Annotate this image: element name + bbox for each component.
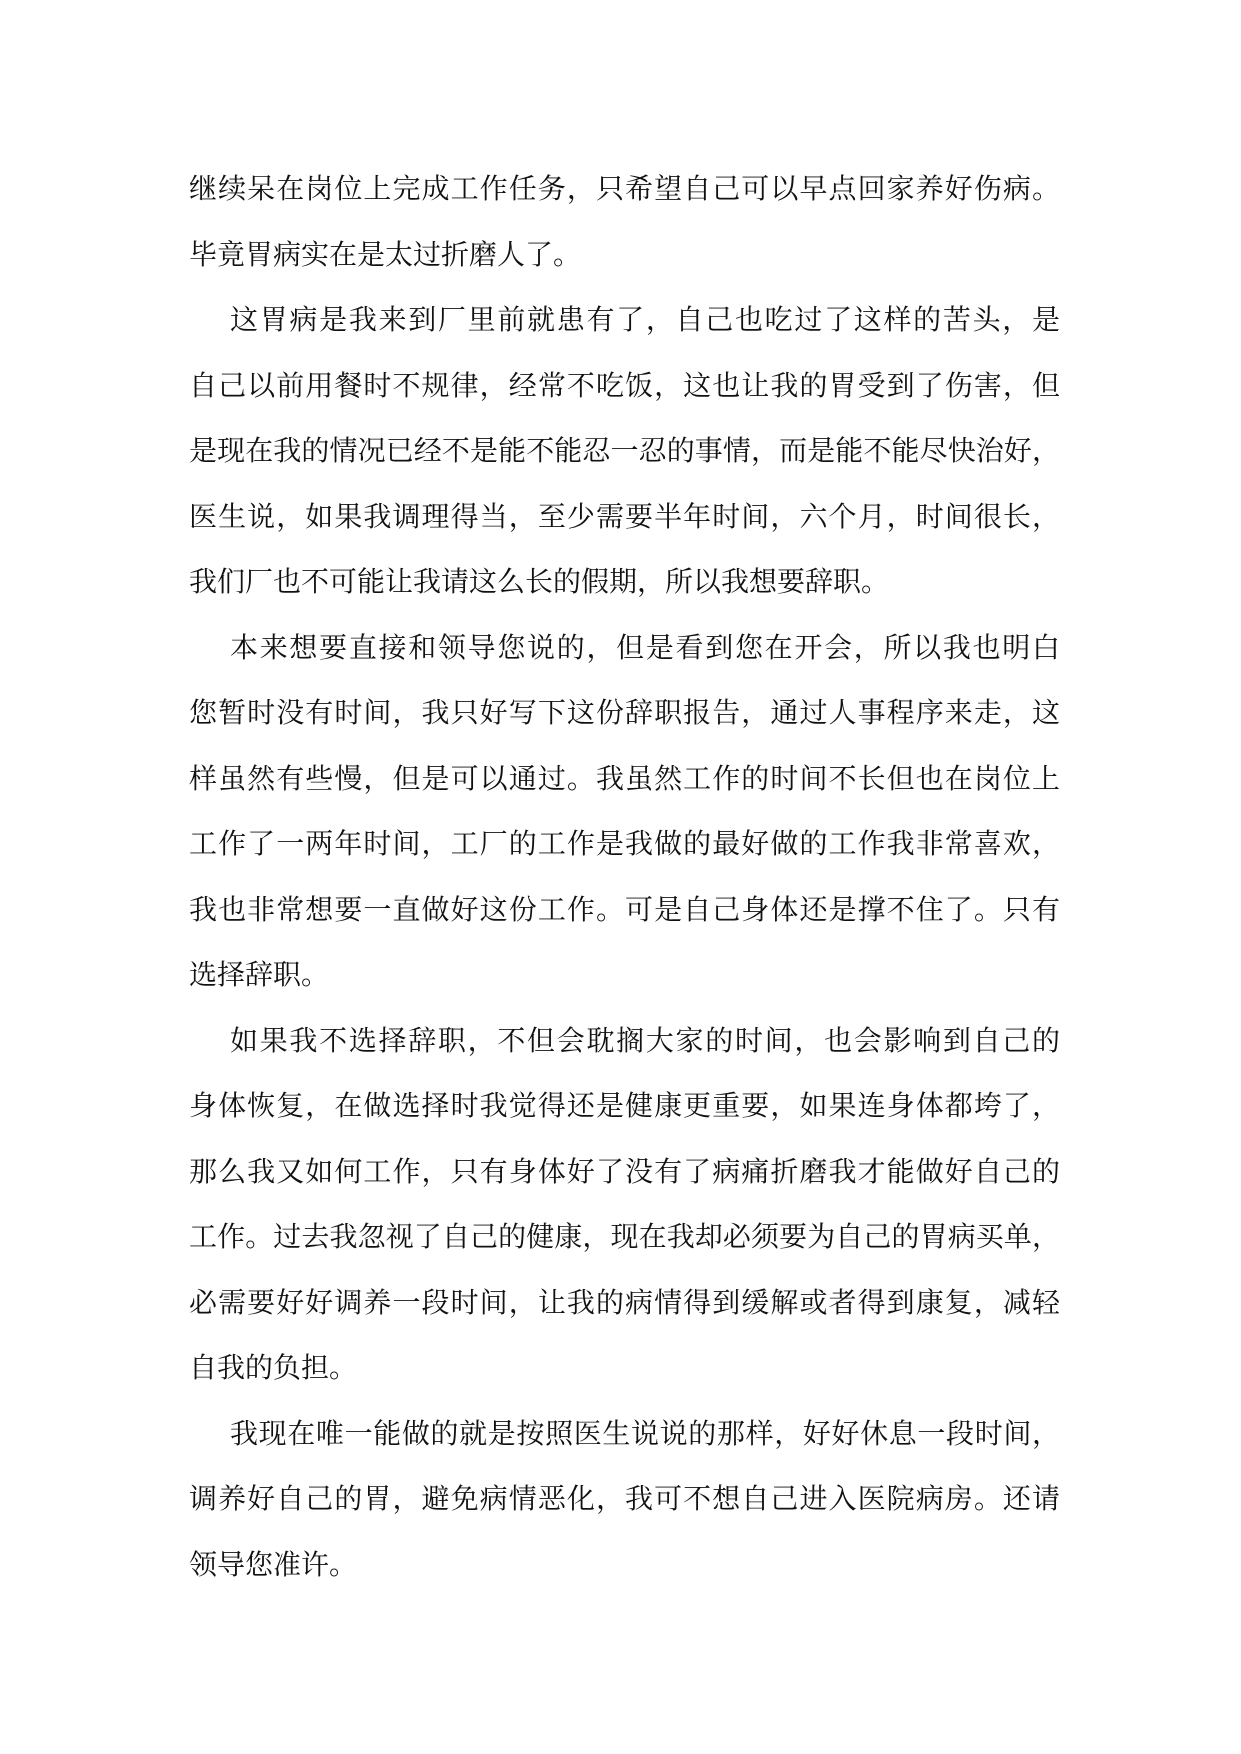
document-body	[189, 156, 1060, 1597]
paragraph-line: 自己以前用餐时不规律，经常不吃饭，这也让我的胃受到了伤害，但	[189, 368, 1060, 402]
paragraph-line: 本来想要直接和领导您说的，但是看到您在开会，所以我也明白	[230, 630, 1060, 664]
paragraph-line: 那么我又如何工作，只有身体好了没有了病痛折磨我才能做好自己的	[189, 1154, 1060, 1188]
paragraph-line: 选择辞职。	[189, 958, 330, 991]
paragraph-line: 这胃病是我来到厂里前就患有了，自己也吃过了这样的苦头，是	[230, 303, 1060, 336]
paragraph-line: 您暂时没有时间，我只好写下这份辞职报告，通过人事程序来走，这	[189, 696, 1060, 729]
paragraph-line: 我也非常想要一直做好这份工作。可是自己身体还是撑不住了。只有	[189, 892, 1060, 926]
paragraph-line: 身体恢复，在做选择时我觉得还是健康更重要，如果连身体都垮了，	[189, 1089, 1060, 1122]
paragraph-2	[189, 287, 1060, 615]
paragraph-1	[189, 156, 1060, 287]
paragraph-line: 工作。过去我忽视了自己的健康，现在我却必须要为自己的胃病买单，	[189, 1220, 1060, 1253]
paragraph-line: 必需要好好调养一段时间，让我的病情得到缓解或者得到康复，减轻	[189, 1285, 1060, 1319]
paragraph-4	[189, 1008, 1060, 1401]
paragraph-line: 毕竟胃病实在是太过折磨人了。	[189, 237, 582, 271]
paragraph-line: 我们厂也不可能让我请这么长的假期，所以我想要辞职。	[189, 565, 890, 598]
paragraph-line: 如果我不选择辞职，不但会耽搁大家的时间，也会影响到自己的	[230, 1023, 1060, 1057]
paragraph-line: 调养好自己的胃，避免病情恶化，我可不想自己进入医院病房。还请	[189, 1482, 1060, 1515]
paragraph-line: 继续呆在岗位上完成工作任务，只希望自己可以早点回家养好伤病。	[189, 172, 1060, 205]
paragraph-line: 领导您准许。	[189, 1547, 358, 1581]
paragraph-line: 我现在唯一能做的就是按照医生说说的那样，好好休息一段时间，	[230, 1416, 1060, 1450]
paragraph-line: 样虽然有些慢，但是可以通过。我虽然工作的时间不长但也在岗位上	[189, 761, 1060, 795]
paragraph-line: 自我的负担。	[189, 1351, 358, 1384]
paragraph-5	[189, 1401, 1060, 1598]
paragraph-line: 医生说，如果我调理得当，至少需要半年时间，六个月，时间很长，	[189, 499, 1060, 533]
paragraph-3	[189, 615, 1060, 1008]
paragraph-line: 工作了一两年时间，工厂的工作是我做的最好做的工作我非常喜欢，	[189, 827, 1060, 860]
paragraph-line: 是现在我的情况已经不是能不能忍一忍的事情，而是能不能尽快治好，	[189, 434, 1060, 467]
